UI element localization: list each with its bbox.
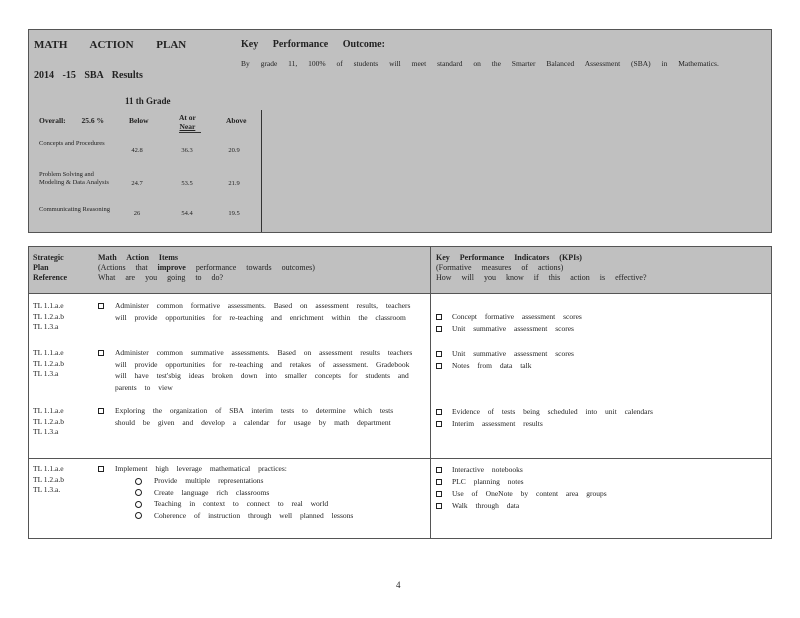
header-col2-pre: (Actions that [98, 263, 158, 272]
col-near-line2: Near [179, 122, 196, 131]
kpi-item [436, 464, 607, 476]
checkbox-bullet-icon [98, 406, 114, 415]
kpi-item [436, 323, 582, 335]
kpi-text: PLC planning notes [452, 477, 524, 486]
row-separator [29, 458, 771, 459]
checkbox-bullet-icon [436, 409, 442, 415]
checkbox-bullet-icon [98, 464, 114, 473]
checkbox-bullet-icon [98, 348, 114, 357]
ref-line: TL 1.2.a.b [33, 416, 64, 426]
circle-bullet-icon [135, 501, 142, 508]
row-below: 42.8 [131, 147, 143, 154]
ref-line: TL 1.2.a.b [33, 358, 64, 368]
overall-label-text: Overall: [39, 116, 66, 125]
checkbox-bullet-icon [436, 314, 442, 320]
practice-text: Provide multiple representations [154, 476, 264, 485]
plan-reference [33, 301, 64, 333]
page-number: 4 [396, 580, 401, 590]
ref-line: TL 1.1.a.e [33, 348, 64, 357]
header-col2-line3: What are you going to do? [98, 273, 224, 282]
kpi-list [436, 406, 653, 430]
checkbox-bullet-icon [436, 421, 442, 427]
header-col2-line1: Math Action Items [98, 253, 178, 262]
ref-line: TL 1.1.a.e [33, 464, 64, 473]
col-above: Above [226, 116, 247, 125]
kpi-text: Walk through data [452, 501, 520, 510]
kpi-item [436, 476, 607, 488]
col-below: Below [129, 116, 149, 125]
results-title: 2014 -15 SBA Results [34, 70, 143, 81]
col-near-line1: At or [179, 113, 196, 122]
header-col2 [98, 253, 315, 283]
outcome-summary-box [28, 29, 772, 233]
kpi-item [436, 311, 582, 323]
row-label: Concepts and Procedures [39, 140, 105, 147]
kpi-text: Unit summative assessment scores [452, 349, 574, 358]
kpo-title: Key Performance Outcome: [241, 39, 385, 50]
checkbox-bullet-icon [436, 467, 442, 473]
row-label: Communicating Reasoning [39, 206, 110, 213]
header-col3-line3: How will you know if this action is effective? [436, 273, 647, 282]
kpi-list [436, 311, 582, 335]
row-above: 21.9 [228, 180, 240, 187]
kpi-item [436, 406, 653, 418]
kpi-item [436, 418, 653, 430]
kpi-item [436, 348, 574, 360]
practice-text: Teaching in context to connect to real world [154, 499, 329, 508]
practice-item [135, 475, 353, 487]
circle-bullet-icon [135, 512, 142, 519]
circle-bullet-icon [135, 489, 142, 496]
practice-list [135, 475, 353, 521]
row-below: 24.7 [131, 180, 143, 187]
practice-item [135, 487, 353, 499]
header-col3-line2: (Formative measures of actions) [436, 263, 564, 272]
row-above: 19.5 [228, 210, 240, 217]
kpi-item [436, 488, 607, 500]
ref-line: TL 1.3.a [33, 369, 59, 378]
ref-line: TL 1.1.a.e [33, 301, 64, 310]
grade-label: 11 th Grade [125, 96, 171, 106]
action-item: Administer common summative assessments. Based on assessment results teachers will provide opportunities for re-teaching and retakes of assessment. Gradebook will have test'sbig ideas broken down into smaller concepts for students and parents to view [115, 348, 413, 392]
header-col2-line2 [98, 263, 315, 273]
kpi-list [436, 348, 574, 372]
checkbox-bullet-icon [436, 363, 442, 369]
kpi-text: Concept formative assessment scores [452, 312, 582, 321]
row-below: 26 [133, 210, 141, 217]
practice-item [135, 510, 353, 522]
plan-reference [33, 348, 64, 380]
ref-line: TL 1.2.a.b [33, 474, 64, 484]
row-near: 53.5 [181, 180, 193, 187]
practice-item [135, 498, 353, 510]
header-col1-line1: Strategic [33, 253, 64, 262]
header-col3 [436, 253, 647, 283]
header-col1-line2: Plan [33, 263, 49, 272]
kpi-item [436, 360, 574, 372]
kpi-text: Notes from data talk [452, 361, 532, 370]
row-near: 54.4 [181, 210, 193, 217]
practice-text: Coherence of instruction through well planned lessons [154, 510, 354, 520]
kpi-text: Evidence of tests being scheduled into unit calendars [452, 407, 653, 416]
practice-text: Create language rich classrooms [154, 487, 270, 497]
near-underline [179, 132, 201, 133]
kpo-text: By grade 11, 100% of students will meet standard on the Smarter Balanced Assessment (SBA) in Mathematics. [241, 59, 719, 68]
ref-line: TL 1.3.a [33, 427, 59, 436]
action-item: Administer common formative assessments. Based on assessment results, teachers will provide opportunities for re-teaching and enrichment within the classroom [115, 301, 411, 322]
checkbox-bullet-icon [436, 326, 442, 332]
sba-results-table [34, 110, 262, 232]
kpi-text: Use of OneNote by content area groups [452, 489, 607, 498]
kpi-list [436, 464, 607, 512]
checkbox-bullet-icon [98, 301, 114, 310]
plan-reference [33, 406, 64, 438]
ref-line: TL 1.3.a. [33, 485, 61, 494]
overall-value: 25.6 % [81, 116, 105, 125]
kpi-item [436, 500, 607, 512]
row-label: Problem Solving and Modeling & Data Analysis [39, 171, 109, 186]
ref-line: TL 1.2.a.b [33, 311, 64, 321]
row-near: 36.3 [181, 147, 193, 154]
kpi-text: Interim assessment results [452, 419, 543, 428]
checkbox-bullet-icon [436, 351, 442, 357]
action-item: Exploring the organization of SBA interim tests to determine which tests should be given and develop a calendar for usage by math department [115, 406, 394, 427]
checkbox-bullet-icon [436, 503, 442, 509]
action-item: Implement high leverage mathematical practices: [115, 464, 287, 473]
ref-line: TL 1.1.a.e [33, 406, 64, 415]
header-col1 [33, 253, 67, 283]
header-col3-line1: Key Performance Indicators (KPIs) [436, 253, 582, 262]
circle-bullet-icon [135, 478, 142, 485]
kpi-text: Interactive notebooks [452, 465, 523, 474]
checkbox-bullet-icon [436, 491, 442, 497]
header-col1-line3: Reference [33, 273, 68, 282]
ref-line: TL 1.3.a [33, 322, 59, 331]
col-at-or-near [179, 113, 196, 131]
header-col2-bold: improve [157, 263, 186, 272]
row-above: 20.9 [228, 147, 240, 154]
overall-label [39, 116, 104, 125]
action-items-table [28, 246, 772, 539]
plan-reference [33, 464, 64, 496]
column-divider [430, 247, 431, 538]
header-col2-post: performance towards outcomes) [185, 263, 315, 272]
kpi-text: Unit summative assessment scores [452, 324, 574, 333]
plan-title: MATH ACTION PLAN [34, 39, 187, 51]
checkbox-bullet-icon [436, 479, 442, 485]
